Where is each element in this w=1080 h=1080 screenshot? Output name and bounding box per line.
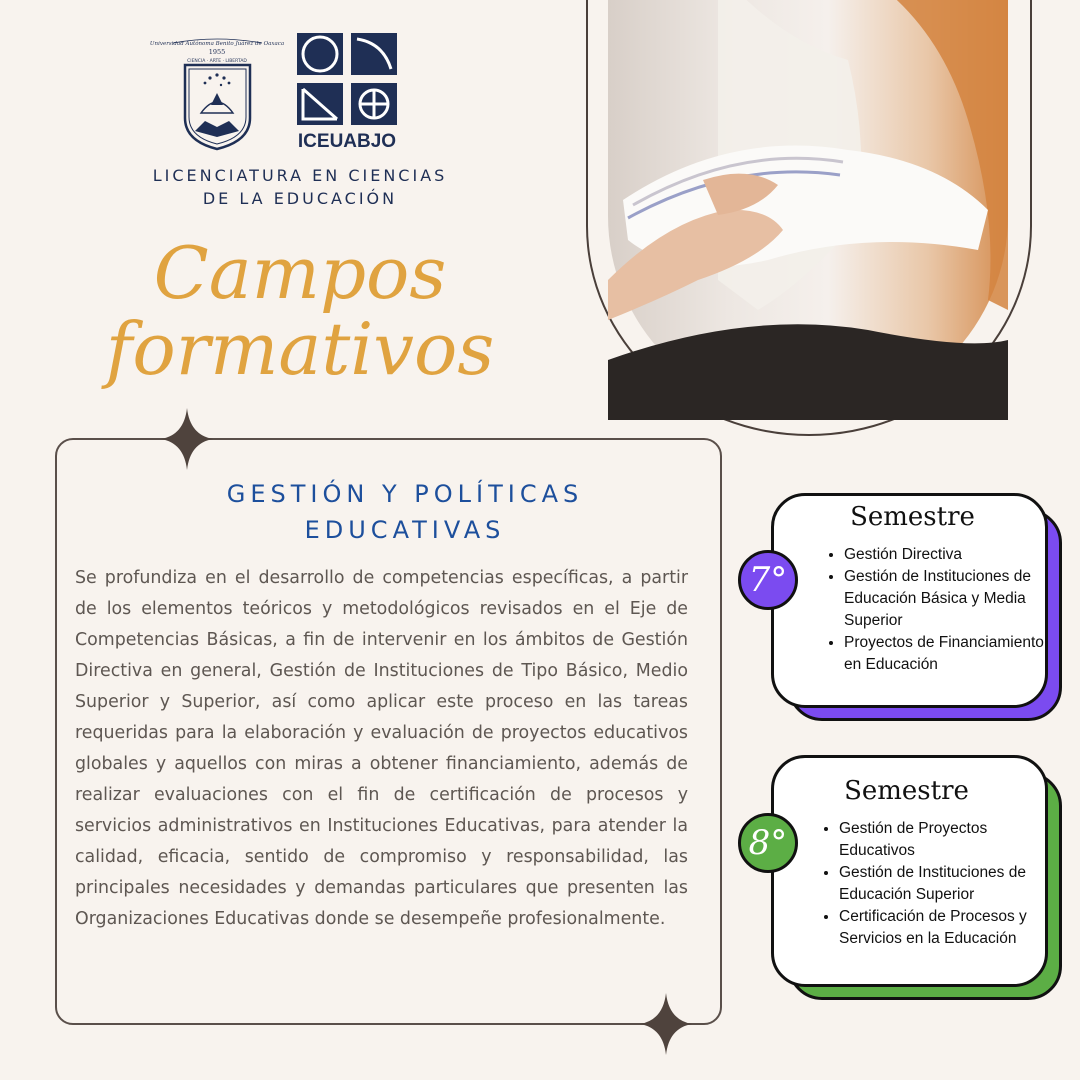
- semester-8-course-list: [819, 818, 1054, 950]
- semester-7-course-list: [824, 544, 1054, 676]
- semester-8-title: Semestre: [844, 776, 969, 806]
- list-item: • Gestión de Instituciones de Educación Superior: [839, 862, 1054, 906]
- seal-motto-top: Universidad Autónoma Benito Juárez de Oaxaca: [149, 41, 285, 47]
- iceuabjo-logo: [297, 33, 397, 151]
- university-seal-logo: [149, 33, 285, 151]
- semester-7-badge: 7°: [738, 550, 798, 610]
- semester-8-card: [771, 755, 1048, 987]
- reading-person-photo: [608, 0, 1008, 416]
- semester-8-badge: 8°: [738, 813, 798, 873]
- card-description: Se profundiza en el desarrollo de competencias específicas, a partir de los elementos teóricos y metodológicos revisados en el Eje de Competencias Básicas, a fin de intervenir en los ámbitos de Gestión Directiva en general, Gestión de Instituciones de Tipo Básico, Medio Superior y Superior, así como aplicar este proceso en las tareas requeridas para la elaboración y evaluación de proyectos educativos globales y aquellos con miras a obtener financiamiento, además de realizar evaluaciones con el fin de certificación de procesos y servicios administrativos en Instituciones Educativas, para atender la calidad, eficacia, sentido de compromiso y responsabilidad, las principales necesidades y demandas particulares que presenten las Organizaciones Educativas donde se desempeñe profesionalmente.: [75, 568, 688, 929]
- list-item: • Gestión de Proyectos Educativos: [839, 818, 1054, 862]
- card-title-line-1: GESTIÓN Y POLÍTICAS: [226, 480, 584, 508]
- list-item: • Certificación de Procesos y Servicios en la Educación: [839, 906, 1054, 950]
- list-item: • Gestión de Instituciones de Educación Básica y Media Superior: [844, 566, 1054, 632]
- card-title: [55, 476, 755, 548]
- page-title-line-2: formativos: [105, 307, 495, 391]
- list-item: • Proyectos de Financiamiento en Educación: [844, 632, 1054, 676]
- sparkle-icon: [640, 993, 692, 1055]
- sparkle-icon: [161, 408, 213, 470]
- page-title-line-1: Campos: [153, 231, 447, 315]
- program-title-line-2: DE LA EDUCACIÓN: [202, 189, 398, 208]
- card-title-line-2: EDUCATIVAS: [304, 516, 506, 544]
- program-title-line-1: LICENCIATURA EN CIENCIAS: [152, 166, 448, 185]
- iceuabjo-logo-text: ICEUABJO: [297, 131, 397, 152]
- seal-motto: CIENCIA · ARTE · LIBERTAD: [187, 59, 247, 64]
- seal-year: 1955: [208, 48, 226, 56]
- semester-7-card: [771, 493, 1048, 708]
- semester-7-title: Semestre: [850, 502, 975, 532]
- list-item: • Gestión Directiva: [844, 544, 1054, 566]
- program-title: [100, 164, 500, 210]
- page-title: [60, 231, 540, 391]
